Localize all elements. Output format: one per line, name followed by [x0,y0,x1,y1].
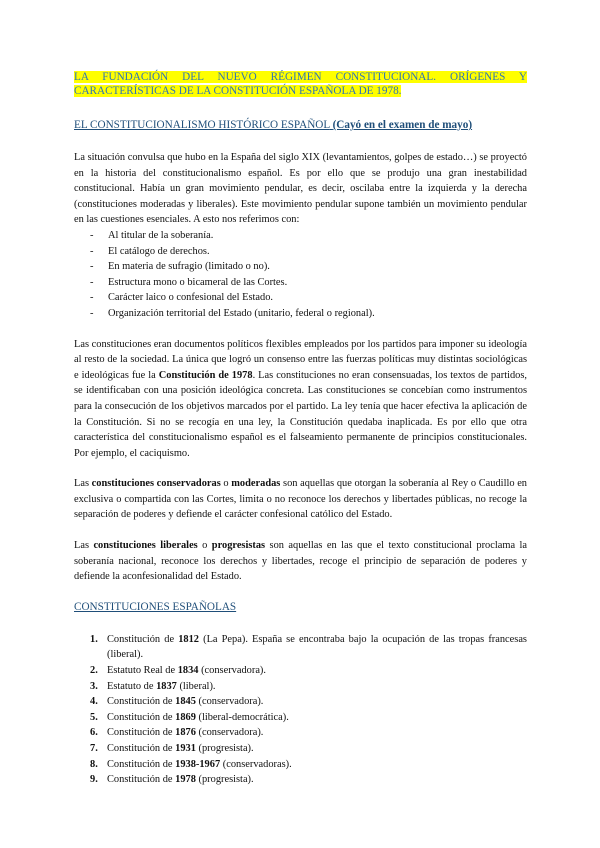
paragraph-intro: La situación convulsa que hubo en la España del siglo XIX (levantamientos, golpes de estado…) se proyectó en la historia del constitucionalismo español. Es por ello que se produjo una gran inestabilidad constitucional. Había un gran movimiento pendular, es decir, oscilaba entre la izquierda y la derecha (constituciones moderadas y liberales). Este movimiento pendular supone también un movimiento pendular en las cuestiones esenciales. A esto nos referimos con: [74,152,527,226]
dash-bullet: - [90,229,94,241]
dash-bullet: - [90,276,94,288]
item-number: 9. [90,774,98,786]
text-run: Estatuto de [107,680,157,692]
list-item [74,306,527,322]
year: 1931 [175,743,196,754]
list-item-text: Carácter laico o confesional del Estado. [108,292,274,304]
document-page [74,70,527,788]
year: 1845 [175,696,196,708]
text-run: (liberal-democrática). [195,711,289,723]
list-item-text: Estructura mono o bicameral de las Cortes. [108,276,288,288]
bold-term: constituciones conservadoras [91,478,221,490]
text-run: Constitución de [107,711,176,723]
year: 1938-1967 [175,758,221,770]
year: 1869 [175,711,196,723]
list-item-text: El catálogo de derechos. [108,245,210,257]
text-run: Constitución de [107,774,176,786]
text-run: Las [74,478,92,490]
text-run: son aquellas en las que el texto constitucional proclama la soberanía nacional, reconoce los derechos y libertades, recoge el principio de separación de poderes y defiende la aconfesionalidad del Estado. [74,540,527,583]
essential-issues-list [74,228,527,322]
year: 1834 [177,665,199,677]
dash-bullet: - [90,307,94,319]
document-title [74,70,527,98]
list-item [74,741,527,757]
text-run: Constitución de [107,727,176,739]
section-heading-text: CONSTITUCIONES ESPAÑOLAS [74,600,237,613]
list-item [74,710,527,726]
list-item [74,725,527,741]
text-run: (progresista). [195,774,254,786]
text-run: . Las constituciones no eran consensuadas, los textos de partidos, se identificaban con una posición ideológica concreta. Las constituciones se concebían como instrumentos para la consecución de los objetivos marcados por el partido. La ley tenía que hacer efectiva la aplicación de la Constitución. Si no se recogía en una ley, la Constitución quedaba inaplicada. Es por ello que otra característica del constitucionalismo español es el falseamiento permanente de principios constitucionales. Por ejemplo, el caciquismo. [74,369,527,459]
bold-term: moderadas [231,478,281,490]
item-number: 4. [90,696,98,708]
text-run: Estatuto Real de [107,665,178,677]
text-run: o [197,540,212,552]
item-number: 5. [90,711,98,723]
text-run: (La Pepa). España se encontraba bajo la ocupación de las tropas francesas (liberal). [107,633,527,661]
year: 1837 [156,680,177,692]
text-run: Constitución de [107,743,176,754]
exam-note: (Cayó en el examen de mayo) [332,119,473,131]
list-item-text: Organización territorial del Estado (unitario, federal o regional). [108,307,375,319]
list-item-text: Al titular de la soberanía. [108,229,214,241]
list-item [74,228,527,244]
dash-bullet: - [90,261,94,273]
item-number: 1. [90,633,98,645]
list-item [74,679,527,695]
section-heading-constitucionalismo [74,118,527,133]
item-number: 6. [90,727,98,739]
text-run: o [220,478,232,490]
year: 1978 [175,774,196,786]
list-item [74,757,527,773]
list-item [74,244,527,260]
paragraph-conservative-constitutions [74,476,527,523]
text-run: Constitución de [107,633,179,645]
text-run: (conservadora). [195,696,264,708]
item-number: 8. [90,758,98,770]
dash-bullet: - [90,292,94,304]
list-item [74,290,527,306]
text-run: Las constituciones eran documentos políticos flexibles empleados por los partidos para imponer su ideología al resto de la sociedad. La única que logró un consenso entre las fuerzas políticas muy distintas sociológicas e ideológicas fue la [74,338,527,381]
bold-term: constituciones liberales [93,540,198,552]
item-number: 7. [90,743,98,754]
paragraph-political-documents [74,337,527,462]
text-run: (progresista). [195,743,254,754]
item-number: 3. [90,680,98,692]
list-item [74,259,527,275]
text-run: (conservadora). [198,665,266,677]
list-item-text: En materia de sufragio (limitado o no). [108,261,270,273]
list-item [74,632,527,663]
text-run: son aquellas que otorgan la soberanía al Rey o Caudillo en exclusiva o compartida con las Cortes, limita o no reconoce los derechos y libertades públicas, no recoge la separación de poderes y defiende el carácter confesional católico del Estado. [74,478,528,521]
year: 1876 [175,727,196,739]
section-heading-text: EL CONSTITUCIONALISMO HISTÓRICO ESPAÑOL [74,119,330,131]
item-number: 2. [90,665,98,677]
list-item [74,772,527,788]
text-run: (conservadoras). [220,758,292,770]
text-run: (conservadora). [195,727,264,739]
text-run: Constitución de [107,758,176,770]
bold-term: progresistas [211,540,266,552]
text-run: Las [74,540,94,552]
bold-term: Constitución de 1978 [158,369,253,381]
list-item [74,694,527,710]
text-run: (liberal). [176,680,216,692]
year: 1812 [178,633,199,645]
section-heading-constituciones [74,600,527,615]
list-item [74,663,527,679]
list-item [74,275,527,291]
document-title-text: LA FUNDACIÓN DEL NUEVO RÉGIMEN CONSTITUCIONAL. ORÍGENES Y CARACTERÍSTICAS DE LA CONSTITUCIÓN ESPAÑOLA DE 1978. [74,71,527,97]
dash-bullet: - [90,245,94,257]
text-run: Constitución de [107,696,176,708]
paragraph-liberal-constitutions [74,538,527,585]
constitutions-list [74,632,527,788]
